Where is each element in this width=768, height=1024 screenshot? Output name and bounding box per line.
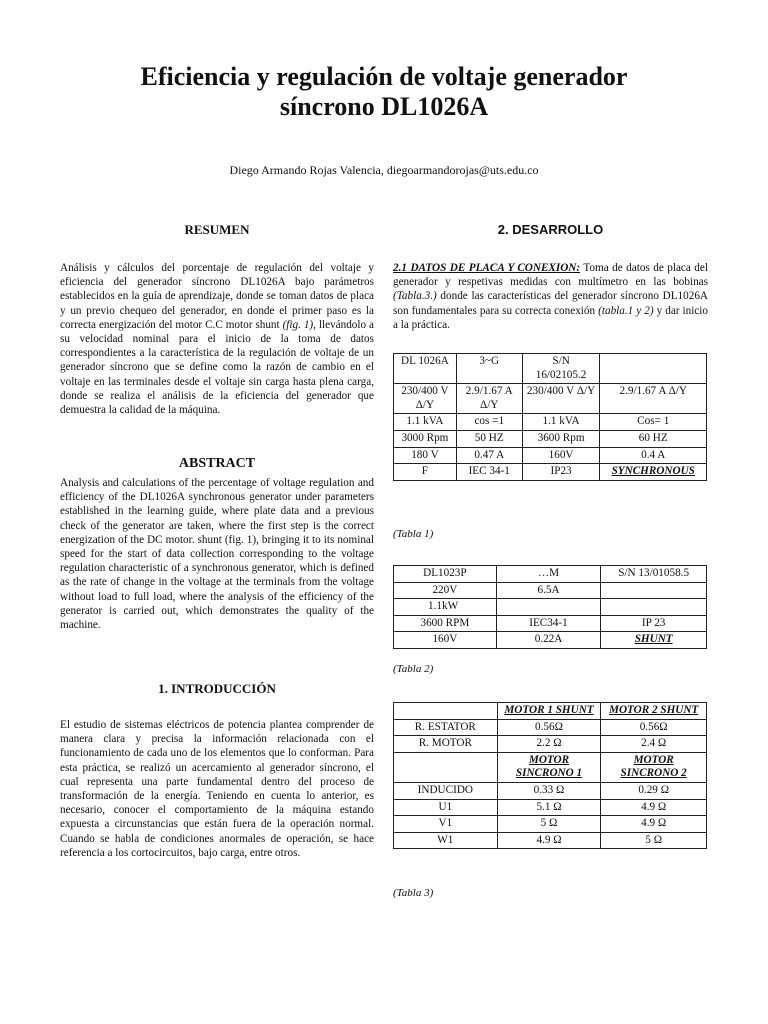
table-row — [394, 816, 707, 833]
table-3 — [393, 702, 707, 849]
intro-heading: 1. INTRODUCCIÓN — [158, 681, 276, 696]
table-cell: R. MOTOR — [394, 736, 498, 753]
table-cell — [394, 752, 498, 782]
desarrollo-text-1: Toma de datos de placa del generador y respetivas medidas con multímetro en las bobinas — [393, 262, 708, 289]
table-cell: 4.9 Ω — [497, 832, 601, 849]
table-cell: 50 HZ — [456, 430, 522, 447]
table-cell — [601, 582, 707, 599]
table-1-caption: (Tabla 1) — [393, 528, 434, 540]
table-cell: 5 Ω — [497, 816, 601, 833]
table-cell: 0.29 Ω — [601, 782, 707, 799]
table-2-caption: (Tabla 2) — [393, 663, 434, 675]
table-cell: 160V — [394, 632, 497, 649]
table-cell: S/N 13/01058.5 — [601, 566, 707, 583]
desarrollo-text-2: donde las características del generador síncrono DL1026A son fundamentales para su correcta conexión — [393, 290, 708, 317]
table-cell: 5 Ω — [601, 832, 707, 849]
abstract-heading: ABSTRACT — [178, 456, 256, 471]
table-row — [394, 632, 707, 649]
table-cell: 3000 Rpm — [394, 430, 457, 447]
table-2 — [393, 565, 707, 649]
table-cell: MOTOR SINCRONO 2 — [601, 752, 707, 782]
table-cell: 0.22A — [496, 632, 601, 649]
table-1 — [393, 353, 707, 481]
table-cell: INDUCIDO — [394, 782, 498, 799]
table-cell: 0.4 A — [600, 447, 707, 464]
table-cell: 0.33 Ω — [497, 782, 601, 799]
desarrollo-paragraph — [393, 261, 708, 332]
author-line: Diego Armando Rojas Valencia, diegoarmandorojas@uts.edu.co — [229, 163, 539, 177]
table-cell: DL 1026A — [394, 354, 457, 384]
table-row — [394, 752, 707, 782]
table-cell: 0.47 A — [456, 447, 522, 464]
table-cell: IP 23 — [601, 615, 707, 632]
table-cell: 1.1 kVA — [522, 414, 600, 431]
resumen-text-1: Análisis y cálculos del porcentaje de regulación del voltaje y eficiencia del generador síncrono DL1026A bajo parámetros establecidos en la guía de aprendizaje, donde se toman datos de placa y un previo chequeo del generador, en donde el primer paso es la correcta energización del motor C.C motor shunt — [60, 262, 374, 331]
table-row — [394, 354, 707, 384]
table-row — [394, 736, 707, 753]
table-cell: 230/400 V Δ/Y — [394, 384, 457, 414]
table-row — [394, 782, 707, 799]
table-cell: 230/400 V Δ/Y — [522, 384, 600, 414]
table-row — [394, 703, 707, 720]
resumen-fig-ref: (fig. 1) — [282, 318, 314, 331]
table-row — [394, 414, 707, 431]
table-row — [394, 615, 707, 632]
table-row — [394, 599, 707, 616]
table-cell: cos =1 — [456, 414, 522, 431]
table-cell: DL1023P — [394, 566, 497, 583]
table-row — [394, 430, 707, 447]
section-2-1-title: 2.1 DATOS DE PLACA Y CONEXION: — [393, 262, 581, 274]
table-cell: 220V — [394, 582, 497, 599]
table-row — [394, 582, 707, 599]
desarrollo-ref-2: (tabla.1 y 2) — [598, 304, 654, 317]
title-line-1: Eficiencia y regulación de voltaje generador — [140, 62, 628, 91]
table-cell: R. ESTATOR — [394, 719, 498, 736]
table-cell: IP23 — [522, 464, 600, 481]
table-cell: V1 — [394, 816, 498, 833]
table-cell: 3~G — [456, 354, 522, 384]
table-cell — [496, 599, 601, 616]
table-cell: 6.5A — [496, 582, 601, 599]
table-row — [394, 719, 707, 736]
table-row — [394, 799, 707, 816]
table-cell: F — [394, 464, 457, 481]
resumen-paragraph — [60, 261, 374, 417]
table-cell: MOTOR SINCRONO 1 — [497, 752, 601, 782]
table-row — [394, 566, 707, 583]
table-cell: 180 V — [394, 447, 457, 464]
table-row — [394, 832, 707, 849]
table-cell — [600, 354, 707, 384]
resumen-text-2: , llevándolo a su velocidad nominal para el inicio de la toma de datos correspondientes a la característica de la regulación de voltaje de un generador síncrono que se define como la razón de cambio en el voltaje en las terminales desde el voltaje sin carga hasta plena carga, donde se realiza el análisis de la eficiencia del generador que demuestra la calidad de la máquina. — [60, 318, 375, 417]
table-cell: 60 HZ — [600, 430, 707, 447]
table-cell: SYNCHRONOUS — [600, 464, 707, 481]
desarrollo-text-3: y dar inicio a la práctica. — [393, 304, 709, 331]
table-cell: SHUNT — [601, 632, 707, 649]
table-cell: 2.9/1.67 A Δ/Y — [456, 384, 522, 414]
abstract-paragraph: Analysis and calculations of the percentage of voltage regulation and efficiency of the DL1026A synchronous generator under parameters established in the learning guide, where plate data and a previous check of the generator are taken, where the first step is the correct energization of the DC motor. shunt (fig. 1), bringing it to its nominal speed for the start of data collection corresponding to the voltage regulation characteristic of a synchronous generator, which is defined as the rate of change in the voltage at the terminals from the voltage without load to full load, where the analysis of the efficiency of the generator is carried out, which demonstrates the quality of the machine. — [60, 477, 374, 632]
title-line-2: síncrono DL1026A — [279, 92, 489, 121]
table-cell: 2.9/1.67 A Δ/Y — [600, 384, 707, 414]
table-cell: 0.56Ω — [601, 719, 707, 736]
table-cell: 5.1 Ω — [497, 799, 601, 816]
table-cell: 1.1kW — [394, 599, 497, 616]
table-cell — [394, 703, 498, 720]
table-cell: W1 — [394, 832, 498, 849]
paper-title — [60, 62, 708, 122]
table-row — [394, 464, 707, 481]
table-cell: 3600 Rpm — [522, 430, 600, 447]
table-cell: 4.9 Ω — [601, 816, 707, 833]
table-cell: 0.56Ω — [497, 719, 601, 736]
table-cell: 2.2 Ω — [497, 736, 601, 753]
table-cell: MOTOR 1 SHUNT — [497, 703, 601, 720]
desarrollo-ref-1: (Tabla.3.) — [393, 290, 437, 303]
desarrollo-heading: 2. DESARROLLO — [497, 222, 604, 237]
table-cell: IEC 34-1 — [456, 464, 522, 481]
table-cell: 2.4 Ω — [601, 736, 707, 753]
table-cell: 3600 RPM — [394, 615, 497, 632]
table-cell: …M — [496, 566, 601, 583]
table-cell: IEC34-1 — [496, 615, 601, 632]
table-cell: 160V — [522, 447, 600, 464]
intro-paragraph: El estudio de sistemas eléctricos de potencia plantea comprender de manera clara y precisa la información relacionada con el funcionamiento de cada uno de los elementos que lo conforman. Para esta práctica, se realizó un acercamiento al generador síncrono, el cual representa una parte fundamental dentro del proceso de transformación de la energía. Teniendo en cuenta lo anterior, es necesario, conocer el comportamiento de la máquina estando expuesta a circunstancias que están fuera de la operación normal. Cuando se habla de condiciones anormales de operación, se hace referencia a los cortocircuitos, bajo carga, entre otros. — [60, 719, 374, 859]
table-3-caption: (Tabla 3) — [393, 887, 434, 899]
table-cell — [601, 599, 707, 616]
table-row — [394, 384, 707, 414]
table-row — [394, 447, 707, 464]
table-cell: Cos= 1 — [600, 414, 707, 431]
table-cell: 4.9 Ω — [601, 799, 707, 816]
resumen-heading: RESUMEN — [184, 222, 250, 237]
table-cell: S/N 16/02105.2 — [522, 354, 600, 384]
table-cell: U1 — [394, 799, 498, 816]
table-cell: MOTOR 2 SHUNT — [601, 703, 707, 720]
table-cell: 1.1 kVA — [394, 414, 457, 431]
